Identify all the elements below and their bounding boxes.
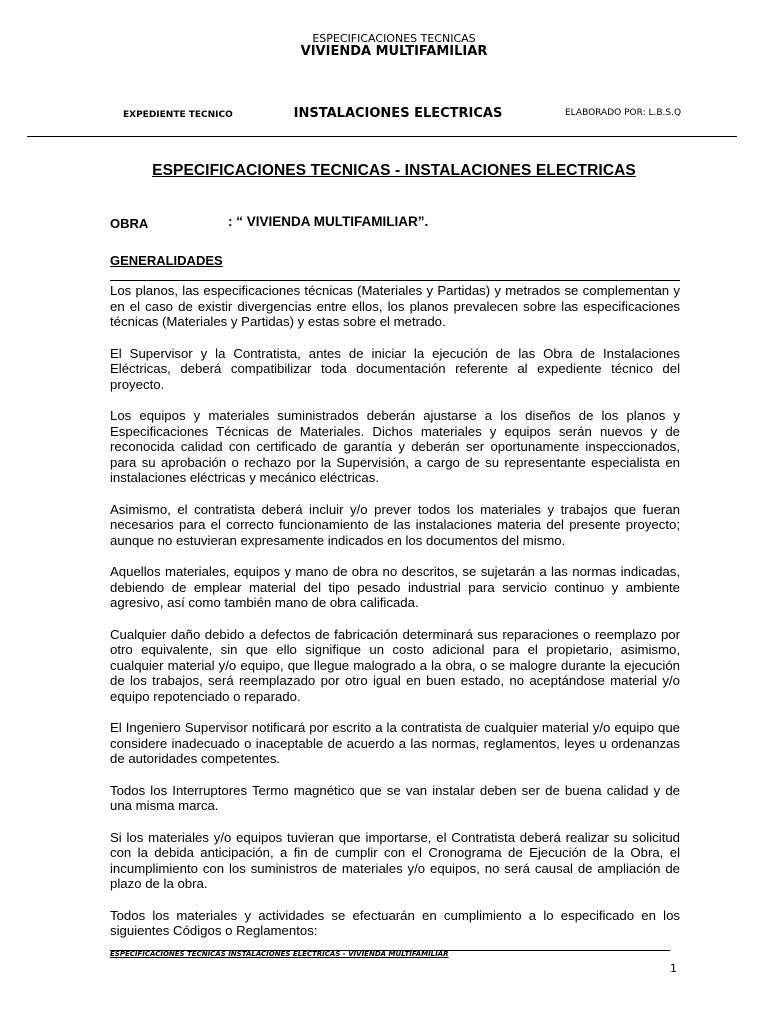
footer-text: ESPECIFICACIONES TECNICAS INSTALACIONES ELECTRICAS - VIVIENDA MULTIFAMILIAR — [110, 950, 449, 958]
obra-label: OBRA — [110, 216, 149, 231]
paragraph: Aquellos materiales, equipos y mano de obra no descritos, se sujetarán a las normas indicadas, debiendo de emplear material del tipo pesado industrial para servicio continuo y ambiente agresivo, así como también mano de obra calificada. — [110, 564, 680, 610]
header-top-line: ESPECIFICACIONES TECNICAS — [312, 32, 476, 45]
header-center-label: INSTALACIONES ELECTRICAS — [293, 106, 503, 121]
paragraph: Todos los materiales y actividades se efectuarán en cumplimiento a lo especificado en los siguientes Códigos o Reglamentos: — [110, 907, 680, 938]
page-number: 1 — [670, 962, 677, 975]
body-text — [110, 283, 680, 939]
header-right-label: ELABORADO POR: L.B.S.Q — [565, 108, 682, 118]
paragraph: Cualquier daño debido a defectos de fabricación determinará sus reparaciones o reemplazo por otro equivalente, sin que ello signifique un costo adicional para el propietario, asimismo, cualquier material y/o equipo, que llegue malogrado a la obra, o se malogre durante la ejecución de los trabajos, será reemplazado por otro igual en buen estado, no aceptándose material y/o equipo repotenciado o reparado. — [110, 626, 680, 704]
paragraph: Los planos, las especificaciones técnicas (Materiales y Partidas) y metrados se complementan y en el caso de existir divergencias entre ellos, los planos prevalecen sobre las especificaciones técnicas (Materiales y Partidas) y estas sobre el metrado. — [110, 283, 680, 329]
paragraph: El Ingeniero Supervisor notificará por escrito a la contratista de cualquier material y/o equipo que considere inadecuado o inaceptable de acuerdo a las normas, reglamentos, leyes u ordenanzas de autoridades competentes. — [110, 720, 680, 766]
header-project-name: VIVIENDA MULTIFAMILIAR — [300, 44, 488, 59]
paragraph: Todos los Interruptores Termo magnético que se van instalar deben ser de buena calidad y de una misma marca. — [110, 782, 680, 813]
paragraph: Los equipos y materiales suministrados deberán ajustarse a los diseños de los planos y Especificaciones Técnicas de Materiales. Dichos materiales y equipos serán nuevos y de reconocida calidad con certificado de garantía y deberán ser oportunamente inspeccionados, para su aprobación o rechazo por la Supervisión, a cargo de su representante especialista en instalaciones eléctricas y mecánico eléctricas. — [110, 408, 680, 485]
paragraph: Si los materiales y/o equipos tuvieran que importarse, el Contratista deberá realizar su solicitud con la debida anticipación, a fin de cumplir con el Cronograma de Ejecución de la Obra, el incumplimiento con los suministros de materiales y/o equipos, no será causal de ampliación de plazo de la obra. — [110, 829, 680, 891]
header-left-label: EXPEDIENTE TECNICO — [123, 110, 233, 120]
header-divider — [27, 136, 737, 137]
section-title: GENERALIDADES — [110, 253, 223, 268]
paragraph: El Supervisor y la Contratista, antes de iniciar la ejecución de las Obra de Instalaciones Eléctricas, deberá compatibilizar toda documentación referente al expediente técnico del proyecto. — [110, 345, 680, 392]
document-title: ESPECIFICACIONES TECNICAS - INSTALACIONES ELECTRICAS — [152, 162, 636, 179]
obra-value: : “ VIVIENDA MULTIFAMILIAR”. — [228, 214, 429, 229]
section-divider — [110, 280, 680, 281]
paragraph: Asimismo, el contratista deberá incluir y/o prever todos los materiales y trabajos que fueran necesarios para el correcto funcionamiento de las instalaciones materia del presente proyecto; aunque no estuvieran expresamente indicados en los documentos del mismo. — [110, 501, 680, 548]
